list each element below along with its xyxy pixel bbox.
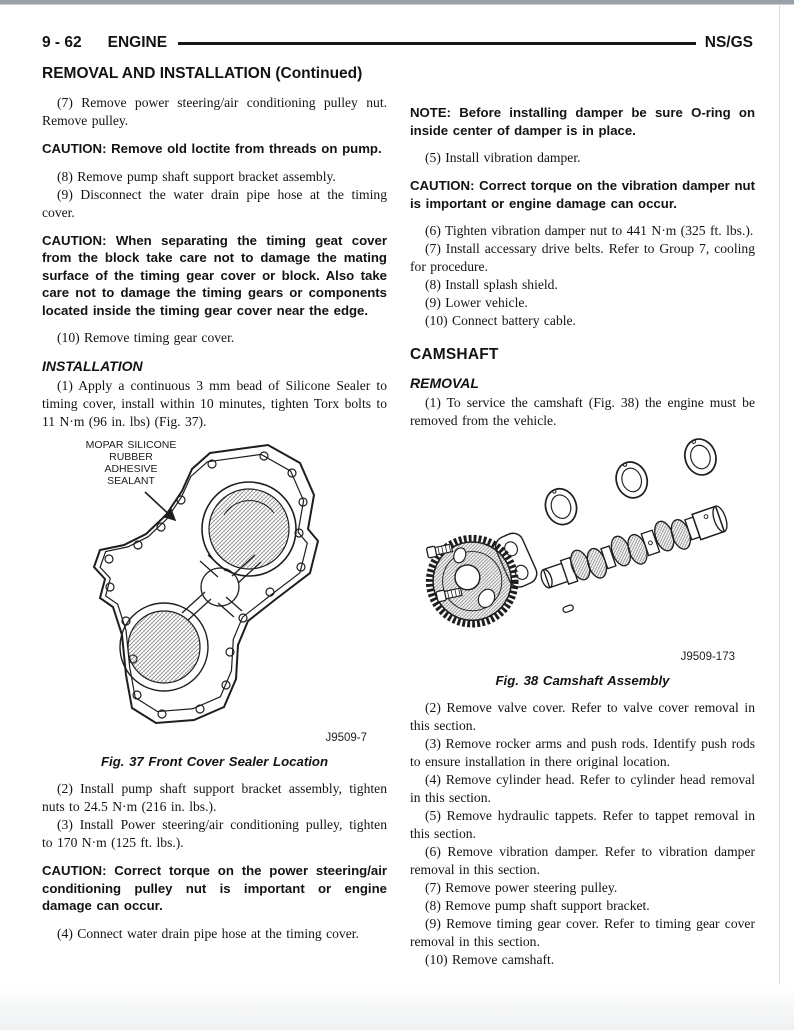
figure-37	[42, 437, 387, 771]
page-title: REMOVAL AND INSTALLATION (Continued)	[42, 65, 363, 82]
caution-text: CAUTION: When separating the timing geat cover from the block take care not to damage the mating surface of the timing gear cover or block. Also take care not to damage the timing gears or components located inside the timing gear cover near the edge.	[42, 232, 387, 318]
two-column-body	[42, 94, 753, 969]
paragraph: (3) Install Power steering/air conditioning pulley, tighten to 170 N·m (125 ft. lbs.).	[42, 817, 387, 850]
paragraph: (10) Remove timing gear cover.	[57, 330, 235, 345]
paragraph: (8) Install splash shield.	[425, 277, 558, 292]
removal-subheading: REMOVAL	[410, 375, 479, 391]
figure-label-line: MOPAR SILICONE	[85, 439, 177, 451]
paragraph: (10) Remove camshaft.	[425, 952, 555, 967]
paragraph: (6) Remove vibration damper. Refer to vibration damper removal in this section.	[410, 844, 755, 877]
caution-text: CAUTION: Correct torque on the vibration damper nut is important or engine damage can occur.	[410, 178, 755, 211]
figure-label-line: ADHESIVE	[104, 463, 158, 475]
caution-text: CAUTION: Remove old loctite from threads on pump.	[42, 141, 382, 156]
paragraph: (9) Lower vehicle.	[425, 295, 528, 310]
left-column	[42, 94, 387, 969]
figure-37-id: J9509-7	[325, 732, 367, 744]
scan-bottom-edge	[0, 984, 794, 1030]
figure-38-id: J9509-173	[680, 651, 735, 663]
figure-label-line: RUBBER	[109, 451, 153, 463]
paragraph: (9) Disconnect the water drain pipe hose at the timing cover.	[42, 186, 387, 220]
figure-38-caption: Fig. 38 Camshaft Assembly	[495, 673, 670, 688]
model-code: NS/GS	[704, 34, 753, 51]
paragraph: (1) Apply a continuous 3 mm bead of Silicone Sealer to timing cover, install within 10 minutes, tighten Torx bolts to 11 N·m (96 in. lbs) (Fig. 37).	[42, 378, 387, 429]
paragraph: (7) Remove power steering/air conditioning pulley nut. Remove pulley.	[42, 95, 387, 128]
paragraph: (9) Remove timing gear cover. Refer to timing gear cover removal in this section.	[410, 916, 755, 949]
paragraph: (8) Remove pump shaft support bracket.	[425, 898, 650, 913]
page-number: 9 - 62	[42, 34, 82, 51]
paragraph: (10) Connect battery cable.	[425, 313, 576, 328]
paragraph: (5) Install vibration damper.	[425, 150, 581, 165]
header-rule	[178, 42, 696, 45]
page-header	[42, 34, 753, 52]
paragraph: (4) Connect water drain pipe hose at the timing cover.	[57, 925, 359, 941]
section-title: ENGINE	[107, 34, 168, 51]
figure-label-line: SEALANT	[107, 475, 155, 487]
figure-37-label	[70, 439, 192, 487]
paragraph: (4) Remove cylinder head. Refer to cylinder head removal in this section.	[410, 772, 755, 805]
camshaft-heading: CAMSHAFT	[410, 346, 499, 363]
installation-subheading: INSTALLATION	[42, 358, 143, 374]
right-column	[410, 94, 755, 969]
figure-37-caption: Fig. 37 Front Cover Sealer Location	[100, 754, 329, 769]
paragraph: (2) Install pump shaft support bracket assembly, tighten nuts to 24.5 N·m (216 in. lbs.).	[42, 781, 387, 814]
paragraph: (5) Remove hydraulic tappets. Refer to tappet removal in this section.	[410, 808, 755, 841]
paragraph: (1) To service the camshaft (Fig. 38) the engine must be removed from the vehicle.	[410, 395, 755, 428]
note-text: NOTE: Before installing damper be sure O-ring on inside center of damper is in place.	[410, 105, 755, 138]
paragraph: (6) Tighten vibration damper nut to 441 N·m (325 ft. lbs.).	[425, 223, 754, 238]
paragraph: (3) Remove rocker arms and push rods. Identify push rods to ensure installation in there original location.	[410, 736, 755, 769]
paragraph: (7) Remove power steering pulley.	[425, 880, 618, 895]
camshaft-drawing	[410, 436, 755, 648]
figure-38	[410, 436, 755, 690]
caution-text: CAUTION: Correct torque on the power steering/air conditioning pulley nut is important or engine damage can occur.	[42, 863, 387, 913]
paragraph: (8) Remove pump shaft support bracket assembly.	[57, 168, 336, 184]
paragraph: (7) Install accessary drive belts. Refer to Group 7, cooling for procedure.	[410, 241, 755, 274]
paragraph: (2) Remove valve cover. Refer to valve cover removal in this section.	[410, 700, 755, 733]
